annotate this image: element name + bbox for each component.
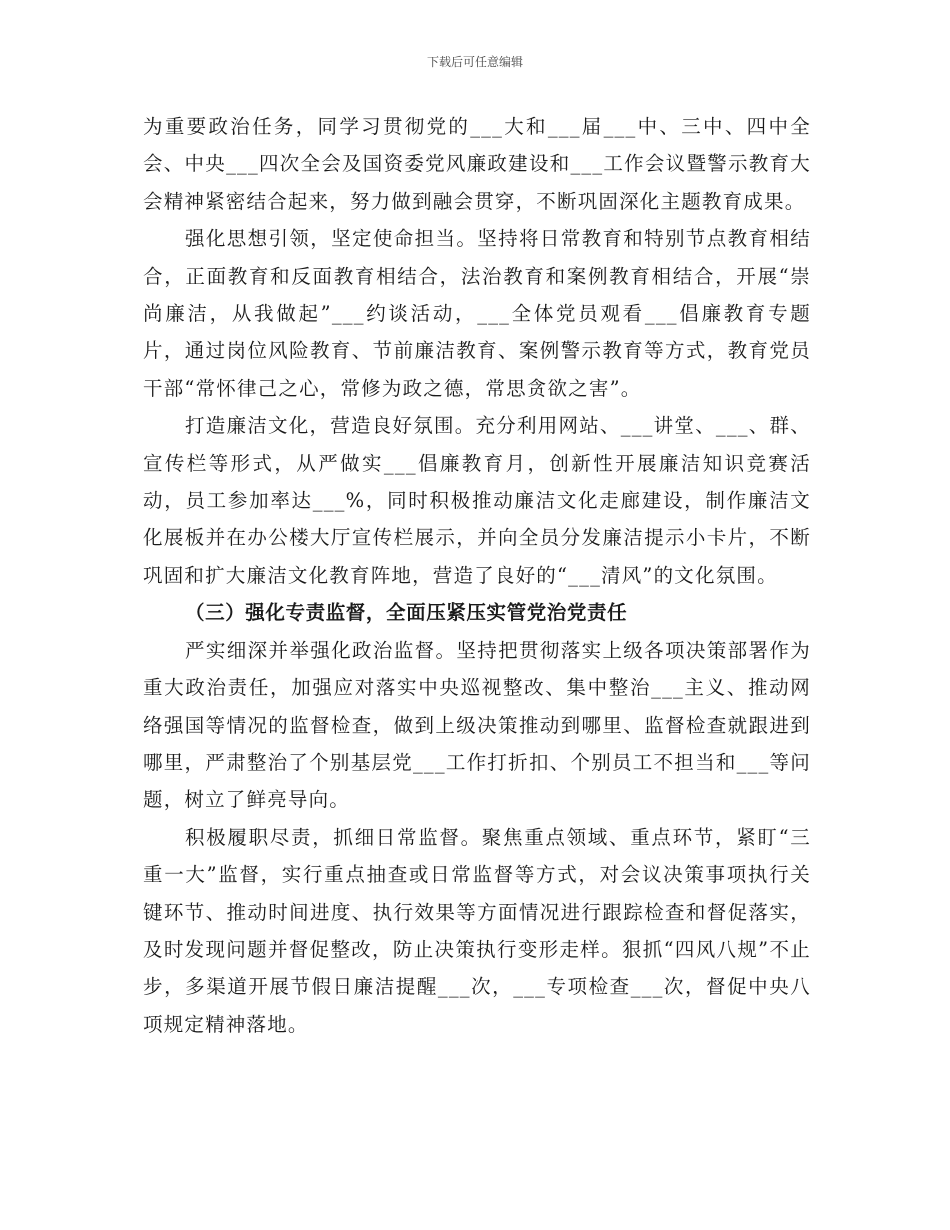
paragraph-3: 打造廉洁文化，营造良好氛围。充分利用网站、___讲堂、___、群、宣传栏等形式，从严做实___倡廉教育月，创新性开展廉洁知识竞赛活动，员工参加率达___%，同时积极推动廉洁文化走廊建设，制作廉洁文化展板并在办公楼大厅宣传栏展示，并向全员分发廉洁提示小卡片，不断巩固和扩大廉洁文化教育阵地，营造了良好的“___清风”的文化氛围。 [143, 414, 811, 587]
paragraph-4: 严实细深并举强化政治监督。坚持把贯彻落实上级各项决策部署作为重大政治责任，加强应对落实中央巡视整改、集中整治___主义、推动网络强国等情况的监督检查，做到上级决策推动到哪里、监督检查就跟进到哪里，严肃整治了个别基层党___工作打折扣、个别员工不担当和___等问题，树立了鲜亮导向。 [143, 638, 811, 812]
paragraph-2: 强化思想引领，坚定使命担当。坚持将日常教育和特别节点教育相结合，正面教育和反面教育相结合，法治教育和案例教育相结合，开展“崇尚廉洁，从我做起”___约谈活动，___全体党员观看___倡廉教育专题片，通过岗位风险教育、节前廉洁教育、案例警示教育等方式，教育党员干部“常怀律己之心，常修为政之德，常思贪欲之害”。 [143, 227, 811, 400]
paragraph-5: 积极履职尽责，抓细日常监督。聚焦重点领域、重点环节，紧盯“三重一大”监督，实行重点抽查或日常监督等方式，对会议决策事项执行关键环节、推动时间进度、执行效果等方面情况进行跟踪检查和督促落实，及时发现问题并督促整改，防止决策执行变形走样。狠抓“四风八规”不止步，多渠道开展节假日廉洁提醒___次，___专项检查___次，督促中央八项规定精神落地。 [143, 825, 811, 1036]
section-heading: （三）强化专责监督，全面压紧压实管党治党责任 [185, 601, 628, 625]
document-body [143, 108, 811, 1043]
page-header-note: 下载后可任意编辑 [426, 55, 523, 69]
paragraph-1: 为重要政治任务，同学习贯彻党的___大和___届___中、三中、四中全会、中央___四次全会及国资委党风廉政建设和___工作会议暨警示教育大会精神紧密结合起来，努力做到融会贯穿，不断巩固深化主题教育成果。 [143, 115, 811, 213]
